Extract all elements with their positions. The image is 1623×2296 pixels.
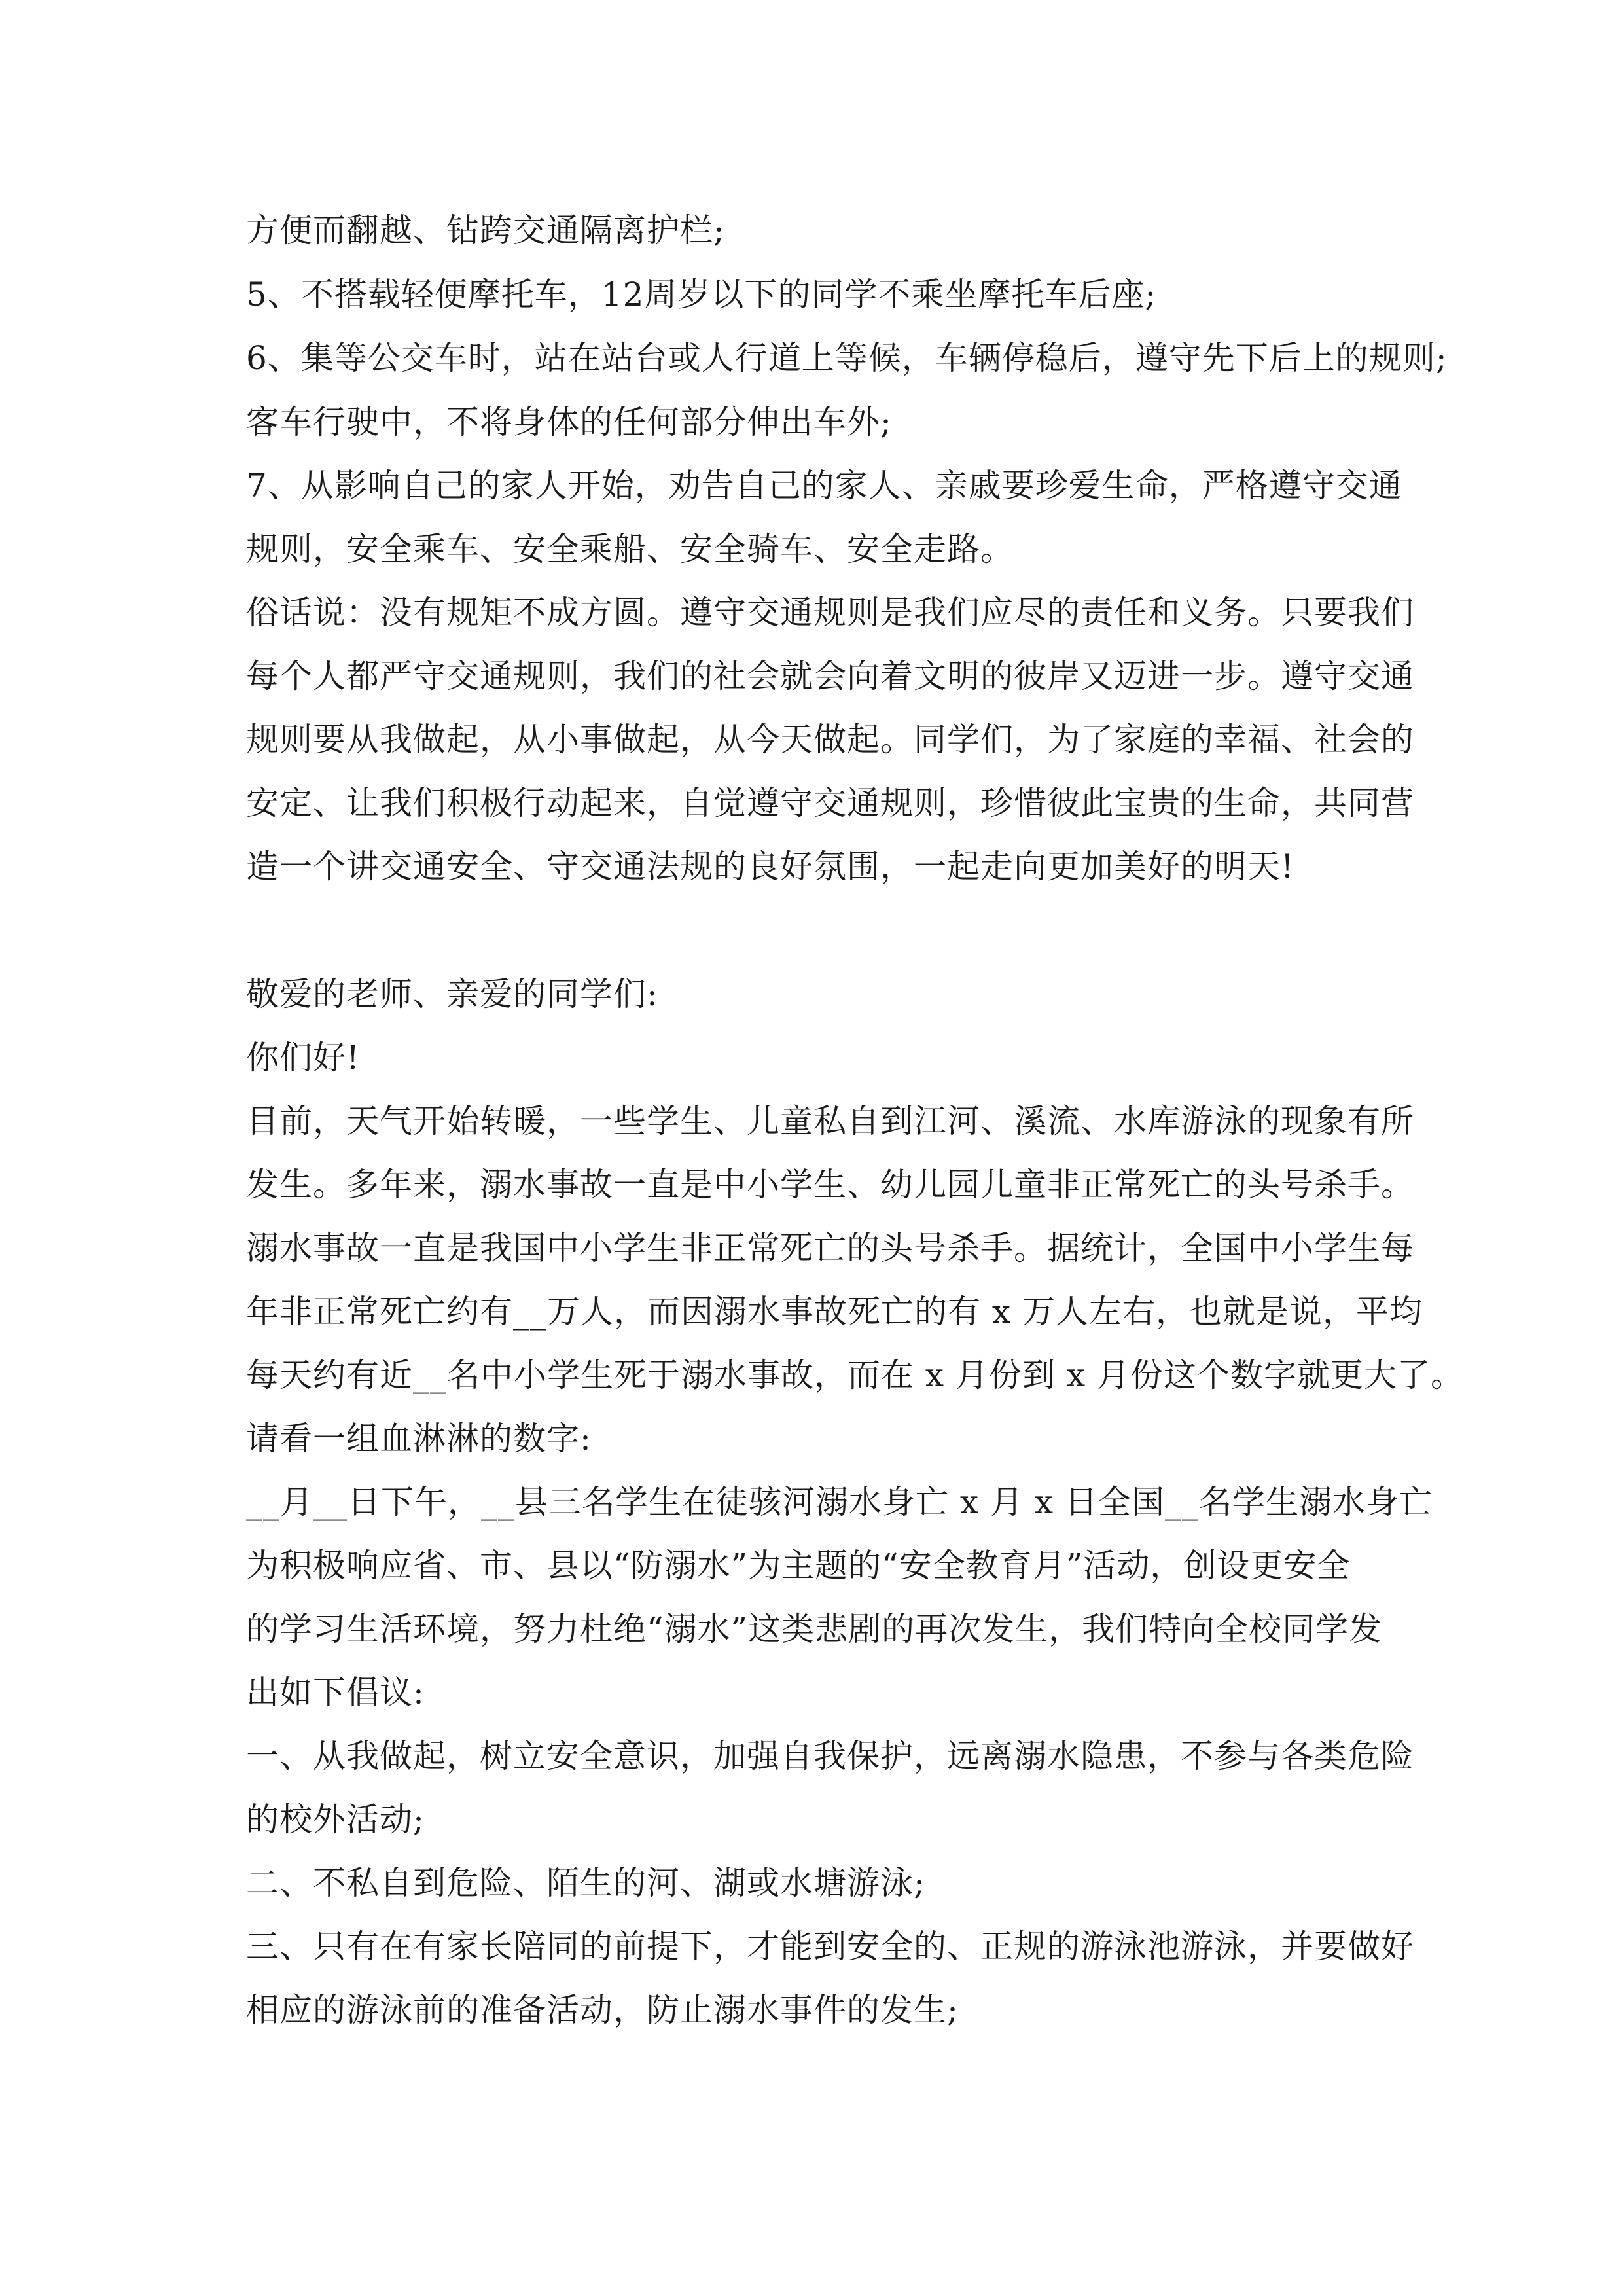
- text-line: 三、只有在有家长陪同的前提下，才能到安全的、正规的游泳池游泳，并要做好: [246, 1928, 1414, 1965]
- text-line: 溺水事故一直是我国中小学生非正常死亡的头号杀手。据统计，全国中小学生每: [246, 1229, 1414, 1267]
- text-line: 二、不私自到危险、陌生的河、湖或水塘游泳;: [246, 1864, 925, 1902]
- text-line: 方便而翻越、钻跨交通隔离护栏;: [246, 211, 725, 249]
- text-line: 造一个讲交通安全、守交通法规的良好氛围，一起走向更加美好的明天!: [246, 848, 1295, 886]
- text-line: 每天约有近__名中小学生死于溺水事故，而在 x 月份到 x 月份这个数字就更大了。: [246, 1356, 1464, 1394]
- text-line: 的学习生活环境，努力杜绝“溺水”这类悲剧的再次发生，我们特向全校同学发: [246, 1610, 1383, 1648]
- text-line: 请看一组血淋淋的数字:: [246, 1420, 592, 1458]
- text-line: __月__日下午，__县三名学生在徒骇河溺水身亡 x 月 x 日全国__名学生溺水身亡: [246, 1483, 1433, 1521]
- greeting: 你们好!: [246, 1039, 361, 1077]
- text-line: 俗话说：没有规矩不成方圆。遵守交通规则是我们应尽的责任和义务。只要我们: [246, 594, 1414, 632]
- text-line: 一、从我做起，树立安全意识，加强自我保护，远离溺水隐患，不参与各类危险: [246, 1737, 1414, 1775]
- text-line: 7、从影响自己的家人开始，劝告自己的家人、亲戚要珍爱生命，严格遵守交通: [246, 467, 1402, 505]
- text-line: 相应的游泳前的准备活动，防止溺水事件的发生;: [246, 1991, 959, 2029]
- text-line: 规则，安全乘车、安全乘船、安全骑车、安全走路。: [246, 530, 1014, 568]
- text-line: 客车行驶中，不将身体的任何部分伸出车外;: [246, 403, 892, 441]
- text-line: 为积极响应省、市、县以“防溺水”为主题的“安全教育月”活动，创设更安全: [246, 1547, 1351, 1585]
- text-line: 5、不搭载轻便摩托车，12周岁以下的同学不乘坐摩托车后座;: [246, 276, 1157, 314]
- salutation: 敬爱的老师、亲爱的同学们:: [246, 975, 658, 1013]
- text-line: 目前，天气开始转暖，一些学生、儿童私自到江河、溪流、水库游泳的现象有所: [246, 1102, 1414, 1140]
- text-line: 的校外活动;: [246, 1801, 425, 1839]
- text-line: 年非正常死亡约有__万人，而因溺水事故死亡的有 x 万人左右，也就是说，平均: [246, 1293, 1423, 1331]
- text-line: 出如下倡议:: [246, 1674, 425, 1712]
- text-line: 规则要从我做起，从小事做起，从今天做起。同学们，为了家庭的幸福、社会的: [246, 721, 1414, 759]
- text-line: 每个人都严守交通规则，我们的社会就会向着文明的彼岸又迈进一步。遵守交通: [246, 657, 1414, 695]
- text-line: 安定、让我们积极行动起来，自觉遵守交通规则，珍惜彼此宝贵的生命，共同营: [246, 784, 1414, 822]
- text-line: 6、集等公交车时，站在站台或人行道上等候，车辆停稳后，遵守先下后上的规则;: [246, 339, 1448, 377]
- text-line: 发生。多年来，溺水事故一直是中小学生、幼儿园儿童非正常死亡的头号杀手。: [246, 1166, 1414, 1204]
